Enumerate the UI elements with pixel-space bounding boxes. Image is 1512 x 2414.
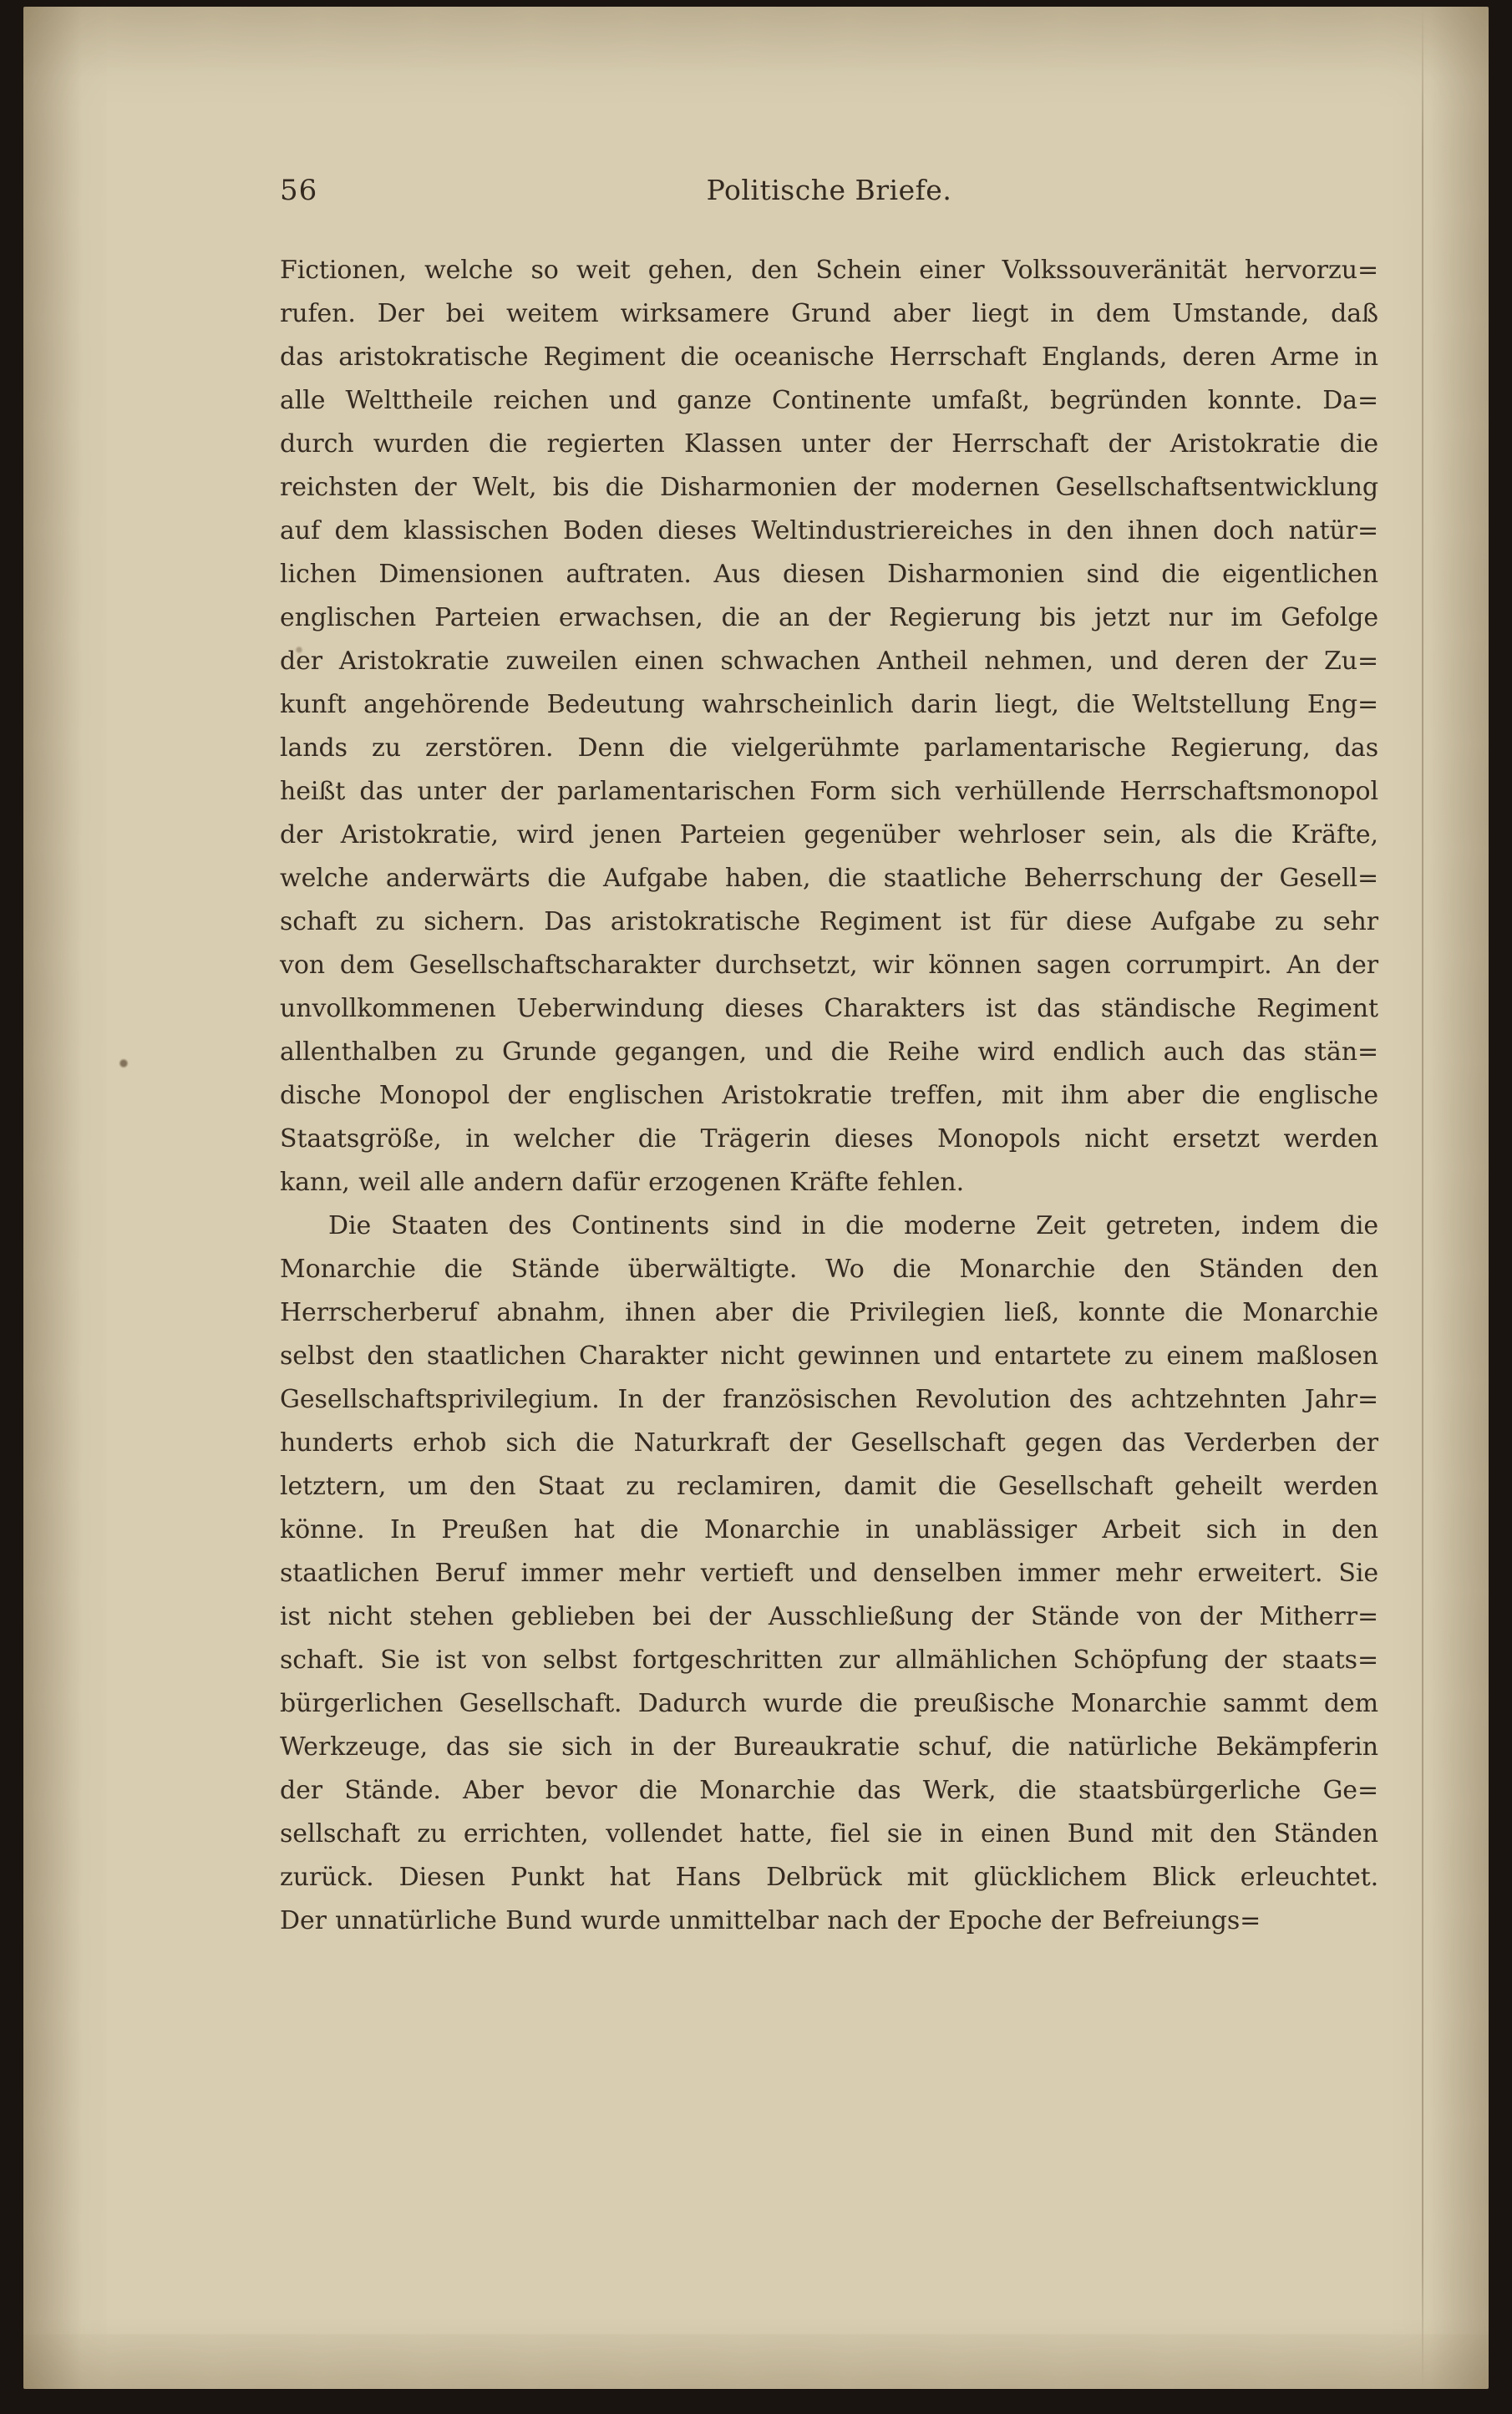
text-line: schaft. Sie ist von selbst fortgeschritten zur allmählichen Schöpfung der staats=: [280, 1646, 1378, 1675]
text-line: auf dem klassischen Boden dieses Weltindustriereiches in den ihnen doch natür=: [280, 516, 1378, 545]
page-body: [280, 249, 1378, 1943]
text-line: schaft zu sichern. Das aristokratische Regiment ist für diese Aufgabe zu sehr: [280, 907, 1378, 936]
text-line: Herrscherberuf abnahm, ihnen aber die Privilegien ließ, konnte die Monarchie: [280, 1298, 1378, 1327]
text-line: rufen. Der bei weitem wirksamere Grund aber liegt in dem Umstande, daß: [280, 299, 1378, 328]
text-line: lichen Dimensionen auftraten. Aus diesen Disharmonien sind die eigentlichen: [280, 560, 1378, 589]
text-line: könne. In Preußen hat die Monarchie in unablässiger Arbeit sich in den: [280, 1515, 1378, 1544]
text-line: das aristokratische Regiment die oceanische Herrschaft Englands, deren Arme in: [280, 342, 1378, 372]
text-line: selbst den staatlichen Charakter nicht gewinnen und entartete zu einem maßlosen: [280, 1341, 1378, 1371]
page-content: [280, 174, 1378, 1943]
text-line: kann, weil alle andern dafür erzogenen Kräfte fehlen.: [280, 1168, 965, 1197]
text-line: Gesellschaftsprivilegium. In der französischen Revolution des achtzehnten Jahr=: [280, 1385, 1378, 1414]
text-line: staatlichen Beruf immer mehr vertieft und denselben immer mehr erweitert. Sie: [280, 1559, 1378, 1588]
text-line: allenthalben zu Grunde gegangen, und die Reihe wird endlich auch das stän=: [280, 1037, 1378, 1067]
text-line: sellschaft zu errichten, vollendet hatte, fiel sie in einen Bund mit den Ständen: [280, 1819, 1378, 1849]
text-line: zurück. Diesen Punkt hat Hans Delbrück mit glücklichem Blick erleuchtet.: [280, 1863, 1378, 1892]
text-line: Die Staaten des Continents sind in die moderne Zeit getreten, indem die: [328, 1211, 1378, 1240]
text-line: welche anderwärts die Aufgabe haben, die staatliche Beherrschung der Gesell=: [280, 864, 1378, 893]
text-line: hunderts erhob sich die Naturkraft der Gesellschaft gegen das Verderben der: [280, 1428, 1378, 1458]
text-line: reichsten der Welt, bis die Disharmonien der modernen Gesellschaftsentwicklung: [280, 473, 1378, 502]
text-line: dische Monopol der englischen Aristokratie treffen, mit ihm aber die englische: [280, 1081, 1378, 1110]
text-line: von dem Gesellschaftscharakter durchsetzt, wir können sagen corrumpirt. An der: [280, 951, 1378, 980]
text-line: Staatsgröße, in welcher die Trägerin dieses Monopols nicht ersetzt werden: [280, 1124, 1378, 1154]
text-line: heißt das unter der parlamentarischen Form sich verhüllende Herrschaftsmonopol: [280, 777, 1378, 806]
text-line: der Stände. Aber bevor die Monarchie das Werk, die staatsbürgerliche Ge=: [280, 1776, 1378, 1805]
text-line: durch wurden die regierten Klassen unter der Herrschaft der Aristokratie die: [280, 429, 1378, 459]
running-header: Politische Briefe.: [706, 174, 952, 206]
text-line: lands zu zerstören. Denn die vielgerühmte parlamentarische Regierung, das: [280, 733, 1378, 763]
text-line: Der unnatürliche Bund wurde unmittelbar nach der Epoche der Befreiungs=: [280, 1906, 1261, 1935]
paper-page: [23, 7, 1489, 2389]
text-line: der Aristokratie, wird jenen Parteien gegenüber wehrloser sein, als die Kräfte,: [280, 820, 1378, 849]
text-line: ist nicht stehen geblieben bei der Ausschließung der Stände von der Mitherr=: [280, 1602, 1378, 1631]
text-line: der Aristokratie zuweilen einen schwachen Antheil nehmen, und deren der Zu=: [280, 647, 1378, 676]
paragraph: [280, 1204, 1378, 1943]
page-number: 56: [280, 174, 318, 207]
text-line: Werkzeuge, das sie sich in der Bureaukratie schuf, die natürliche Bekämpferin: [280, 1732, 1378, 1762]
text-line: Fictionen, welche so weit gehen, den Schein einer Volkssouveränität hervorzu=: [280, 256, 1378, 285]
text-line: bürgerlichen Gesellschaft. Dadurch wurde die preußische Monarchie sammt dem: [280, 1689, 1378, 1718]
text-line: englischen Parteien erwachsen, die an der Regierung bis jetzt nur im Gefolge: [280, 603, 1378, 632]
page-header-row: [280, 174, 1378, 212]
paragraph: [280, 249, 1378, 1204]
text-line: Monarchie die Stände überwältigte. Wo die Monarchie den Ständen den: [280, 1255, 1378, 1284]
page-edge-line: [1422, 7, 1423, 2389]
text-line: unvollkommenen Ueberwindung dieses Charakters ist das ständische Regiment: [280, 994, 1378, 1023]
text-line: letztern, um den Staat zu reclamiren, damit die Gesellschaft geheilt werden: [280, 1472, 1378, 1501]
text-line: alle Welttheile reichen und ganze Continente umfaßt, begründen konnte. Da=: [280, 386, 1378, 415]
text-line: kunft angehörende Bedeutung wahrscheinlich darin liegt, die Weltstellung Eng=: [280, 690, 1378, 719]
